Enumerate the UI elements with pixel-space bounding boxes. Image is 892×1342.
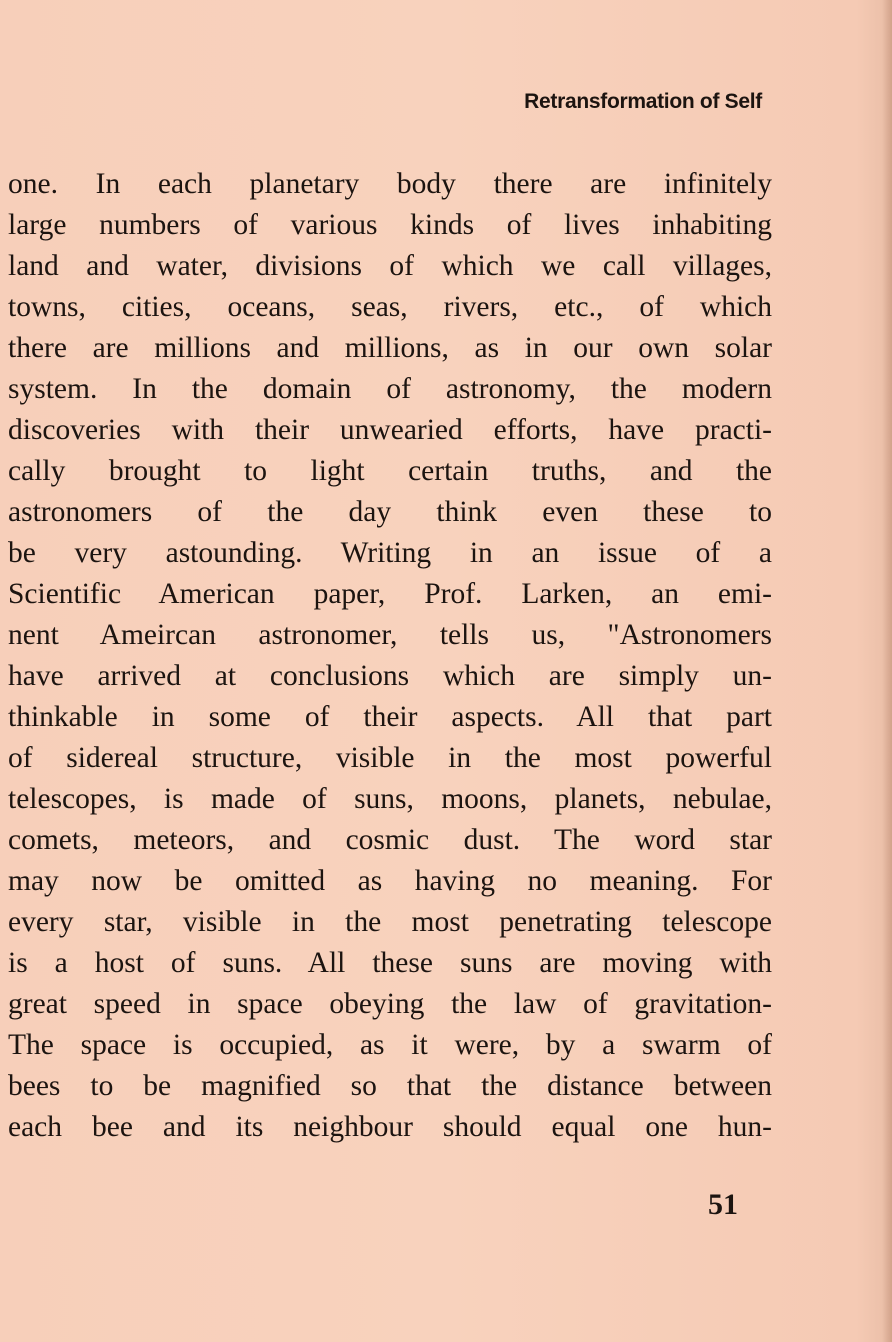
- text-line: have arrived at conclusions which are simply un-: [8, 660, 772, 692]
- text-line: thinkable in some of their aspects. All that part: [8, 701, 772, 733]
- page-edge-shadow: [882, 0, 892, 1342]
- text-line: is a host of suns. All these suns are moving with: [8, 947, 772, 979]
- text-line: The space is occupied, as it were, by a swarm of: [8, 1029, 772, 1061]
- text-line: of sidereal structure, visible in the most powerful: [8, 742, 772, 774]
- text-line: astronomers of the day think even these to: [8, 496, 772, 528]
- text-line: may now be omitted as having no meaning. For: [8, 865, 772, 897]
- text-line: comets, meteors, and cosmic dust. The word star: [8, 824, 772, 856]
- text-line: towns, cities, oceans, seas, rivers, etc., of which: [8, 291, 772, 323]
- running-head: Retransformation of Self: [524, 90, 762, 113]
- body-text: [8, 164, 772, 1148]
- text-line: telescopes, is made of suns, moons, planets, nebulae,: [8, 783, 772, 815]
- text-line: there are millions and millions, as in our own solar: [8, 332, 772, 364]
- text-line: nent Ameircan astronomer, tells us, "Astronomers: [8, 619, 772, 651]
- text-line: land and water, divisions of which we call villages,: [8, 250, 772, 282]
- text-line: each bee and its neighbour should equal one hun-: [8, 1111, 772, 1143]
- text-line: system. In the domain of astronomy, the modern: [8, 373, 772, 405]
- text-line: every star, visible in the most penetrating telescope: [8, 906, 772, 938]
- text-line: be very astounding. Writing in an issue of a: [8, 537, 772, 569]
- text-line: great speed in space obeying the law of gravitation-: [8, 988, 772, 1020]
- text-line: cally brought to light certain truths, and the: [8, 455, 772, 487]
- text-line: large numbers of various kinds of lives inhabiting: [8, 209, 772, 241]
- text-line: Scientific American paper, Prof. Larken, an emi-: [8, 578, 772, 610]
- text-line: one. In each planetary body there are infinitely: [8, 168, 772, 200]
- text-line: discoveries with their unwearied efforts, have practi-: [8, 414, 772, 446]
- text-line: bees to be magnified so that the distance between: [8, 1070, 772, 1102]
- page-number: 51: [708, 1188, 738, 1221]
